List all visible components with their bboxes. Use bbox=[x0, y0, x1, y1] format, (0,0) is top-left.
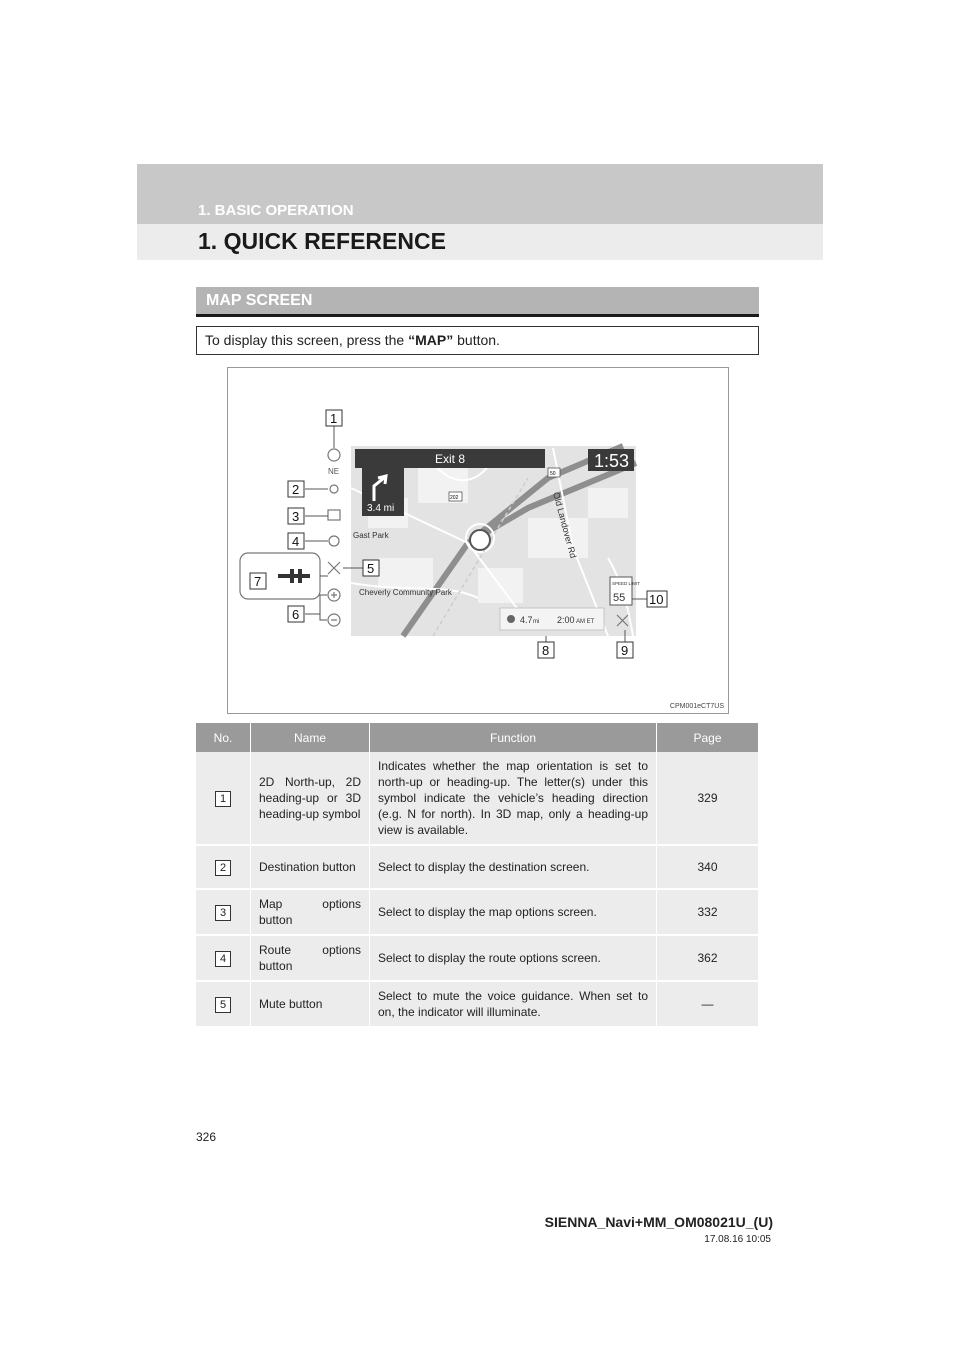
table-row bbox=[196, 935, 759, 981]
callout-9: 9 bbox=[621, 643, 629, 658]
chapter-title: 1. BASIC OPERATION bbox=[198, 202, 354, 219]
row-name: Destination button bbox=[251, 845, 370, 889]
header-name: Name bbox=[251, 723, 370, 752]
table-row bbox=[196, 889, 759, 935]
map-label-park2: Cheverly Community Park bbox=[359, 588, 452, 597]
row-number-box: 2 bbox=[215, 860, 231, 876]
map-screen-header bbox=[196, 287, 759, 317]
callout-1: 1 bbox=[330, 411, 338, 426]
callout-3: 3 bbox=[292, 509, 300, 524]
destination-pin-icon[interactable] bbox=[330, 485, 338, 493]
instruction-box bbox=[196, 326, 759, 355]
header-no: No. bbox=[196, 723, 251, 752]
map-screen-heading: MAP SCREEN bbox=[206, 292, 313, 309]
callout-7: 7 bbox=[254, 574, 262, 589]
trip-eta-unit: AM ET bbox=[576, 619, 595, 625]
figure-code: CPM001eCT7US bbox=[669, 703, 724, 710]
map-label-road: Old Landover Rd bbox=[551, 490, 579, 560]
row-function: Select to display the map options screen. bbox=[370, 889, 657, 935]
instruction-text-pre: To display this screen, press the bbox=[205, 332, 409, 348]
trip-info-icon bbox=[507, 615, 515, 623]
exit-label: Exit 8 bbox=[435, 452, 466, 466]
compass-label: NE bbox=[328, 467, 340, 476]
clock-label: 1:53 bbox=[594, 451, 630, 471]
row-function: Indicates whether the map orientation is set to north-up or heading-up. The letter(s) under this symbol indicate the vehicle’s heading direction (e.g. N for north). In 3D map, only a heading-up view is available. bbox=[370, 752, 657, 845]
instruction-button-name: “MAP” bbox=[408, 332, 454, 348]
row-number-box: 5 bbox=[215, 997, 231, 1013]
row-page: 362 bbox=[657, 935, 759, 981]
mute-icon[interactable] bbox=[328, 562, 340, 574]
row-number-box: 4 bbox=[215, 951, 231, 967]
instruction-text-post: button. bbox=[453, 332, 500, 348]
route-shield-50-label: 50 bbox=[550, 471, 556, 477]
trip-distance: 4.7 bbox=[520, 615, 533, 625]
row-page: — bbox=[657, 981, 759, 1027]
row-name: 2D North-up, 2D heading-up or 3D heading-up symbol bbox=[251, 752, 370, 845]
table-row bbox=[196, 752, 759, 845]
distance-label: 3.4 mi bbox=[367, 503, 395, 514]
table-row bbox=[196, 845, 759, 889]
route-shield-202-label: 202 bbox=[450, 495, 459, 501]
row-function: Select to display the destination screen. bbox=[370, 845, 657, 889]
map-label-park1: Gast Park bbox=[353, 531, 389, 540]
row-page: 340 bbox=[657, 845, 759, 889]
callout-5: 5 bbox=[367, 561, 375, 576]
document-id: SIENNA_Navi+MM_OM08021U_(U) bbox=[544, 1214, 773, 1230]
speed-limit-value: 55 bbox=[613, 592, 626, 604]
page-number: 326 bbox=[196, 1130, 217, 1144]
row-number-box: 3 bbox=[215, 905, 231, 921]
document-timestamp: 17.08.16 10:05 bbox=[704, 1234, 771, 1245]
trip-distance-unit: mi bbox=[533, 619, 540, 625]
row-name: Map options button bbox=[251, 889, 370, 935]
row-page: 332 bbox=[657, 889, 759, 935]
row-function: Select to mute the voice guidance. When set to on, the indicator will illuminate. bbox=[370, 981, 657, 1027]
map-illustration bbox=[228, 368, 730, 715]
row-function: Select to display the route options screen. bbox=[370, 935, 657, 981]
callout-8: 8 bbox=[542, 643, 550, 658]
map-screen-figure bbox=[227, 367, 729, 714]
map-options-icon[interactable] bbox=[328, 510, 340, 520]
callout-10: 10 bbox=[649, 592, 664, 607]
table-row bbox=[196, 981, 759, 1027]
reference-table bbox=[196, 723, 759, 1028]
route-options-icon[interactable] bbox=[329, 536, 339, 546]
row-number-box: 1 bbox=[215, 791, 231, 807]
trip-eta: 2:00 bbox=[557, 615, 575, 625]
orientation-symbol-icon[interactable] bbox=[328, 449, 340, 461]
callout-4: 4 bbox=[292, 534, 300, 549]
header-function: Function bbox=[370, 723, 657, 752]
header-page: Page bbox=[657, 723, 759, 752]
section-title: 1. QUICK REFERENCE bbox=[198, 228, 446, 254]
callout-2: 2 bbox=[292, 482, 300, 497]
row-name: Mute button bbox=[251, 981, 370, 1027]
table-header-row bbox=[196, 723, 759, 752]
row-name: Route options button bbox=[251, 935, 370, 981]
row-page: 329 bbox=[657, 752, 759, 845]
speed-limit-title: SPEED LIMIT bbox=[612, 581, 641, 586]
vehicle-position-icon bbox=[470, 530, 490, 550]
callout-6: 6 bbox=[292, 607, 300, 622]
